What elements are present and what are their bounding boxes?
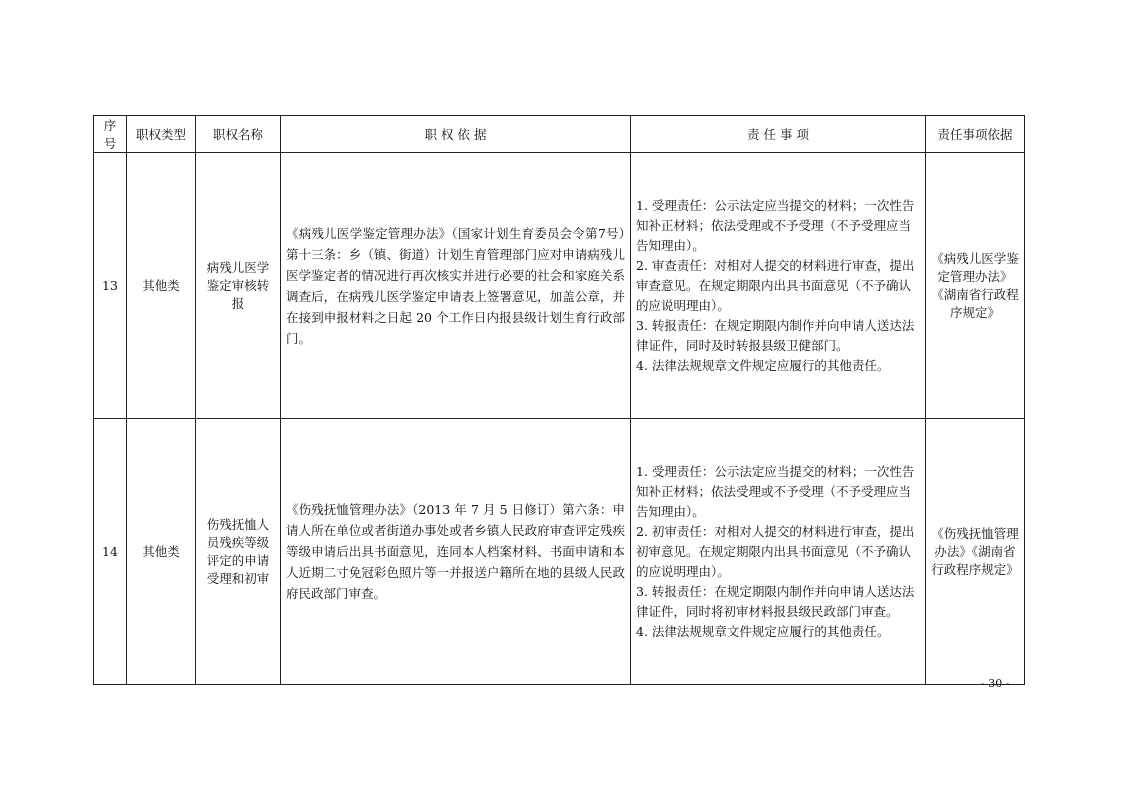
cell-no: 14	[94, 419, 127, 685]
cell-resp-basis: 《病残儿医学鉴定管理办法》《湖南省行政程序规定》	[926, 153, 1025, 419]
header-type: 职权类型	[127, 116, 196, 153]
page-number: - 30 -	[981, 677, 1010, 690]
responsibility-item: 4. 法律法规规章文件规定应履行的其他责任。	[636, 357, 890, 373]
responsibility-item: 2. 审查责任：对相对人提交的材料进行审查，提出审查意见。在规定期限内出具书面意见（不予确认的应说明理由）。	[636, 257, 915, 313]
cell-name: 病残儿医学鉴定审核转报	[196, 153, 281, 419]
responsibility-item: 4. 法律法规规章文件规定应履行的其他责任。	[636, 623, 890, 639]
cell-resp-basis: 《伤残抚恤管理办法》《湖南省行政程序规定》	[926, 419, 1025, 685]
table-row	[94, 419, 1025, 685]
responsibility-item: 1. 受理责任：公示法定应当提交的材料；一次性告知补正材料；依法受理或不予受理（不予受理应当告知理由）。	[636, 463, 915, 519]
responsibility-item: 3. 转报责任：在规定期限内制作并向申请人送达法律证件，同时及时转报县级卫健部门。	[636, 317, 915, 353]
header-no: 序号	[94, 116, 127, 153]
cell-type: 其他类	[127, 153, 196, 419]
table-row	[94, 153, 1025, 419]
cell-name: 伤残抚恤人员残疾等级评定的申请受理和初审	[196, 419, 281, 685]
header-resp-basis: 责任事项依据	[926, 116, 1025, 153]
cell-no: 13	[94, 153, 127, 419]
cell-basis: 《伤残抚恤管理办法》（2013 年 7 月 5 日修订）第六条：申请人所在单位或者街道办事处或者乡镇人民政府审查评定残疾等级申请后出具书面意见，连同本人档案材料、书面申请和本人近期二寸免冠彩色照片等一并报送户籍所在地的县级人民政府民政部门审查。	[281, 419, 631, 685]
responsibility-item: 2. 初审责任：对相对人提交的材料进行审查，提出初审意见。在规定期限内出具书面意见（不予确认的应说明理由）。	[636, 523, 915, 579]
cell-basis: 《病残儿医学鉴定管理办法》（国家计划生育委员会令第7号）第十三条：乡（镇、街道）计划生育管理部门应对申请病残儿医学鉴定者的情况进行再次核实并进行必要的社会和家庭关系调查后，在病残儿医学鉴定申请表上签署意见，加盖公章，并在接到申报材料之日起 20 个工作日内报县级计划生育行政部门。	[281, 153, 631, 419]
duty-table	[93, 115, 1025, 685]
header-name: 职权名称	[196, 116, 281, 153]
cell-responsibilities	[631, 419, 926, 685]
responsibility-item: 3. 转报责任：在规定期限内制作并向申请人送达法律证件，同时将初审材料报县级民政部门审查。	[636, 583, 915, 619]
cell-responsibilities	[631, 153, 926, 419]
header-basis: 职 权 依 据	[281, 116, 631, 153]
cell-type: 其他类	[127, 419, 196, 685]
responsibility-item: 1. 受理责任：公示法定应当提交的材料；一次性告知补正材料；依法受理或不予受理（不予受理应当告知理由）。	[636, 197, 915, 253]
header-responsibilities: 责 任 事 项	[631, 116, 926, 153]
header-row	[94, 116, 1025, 153]
